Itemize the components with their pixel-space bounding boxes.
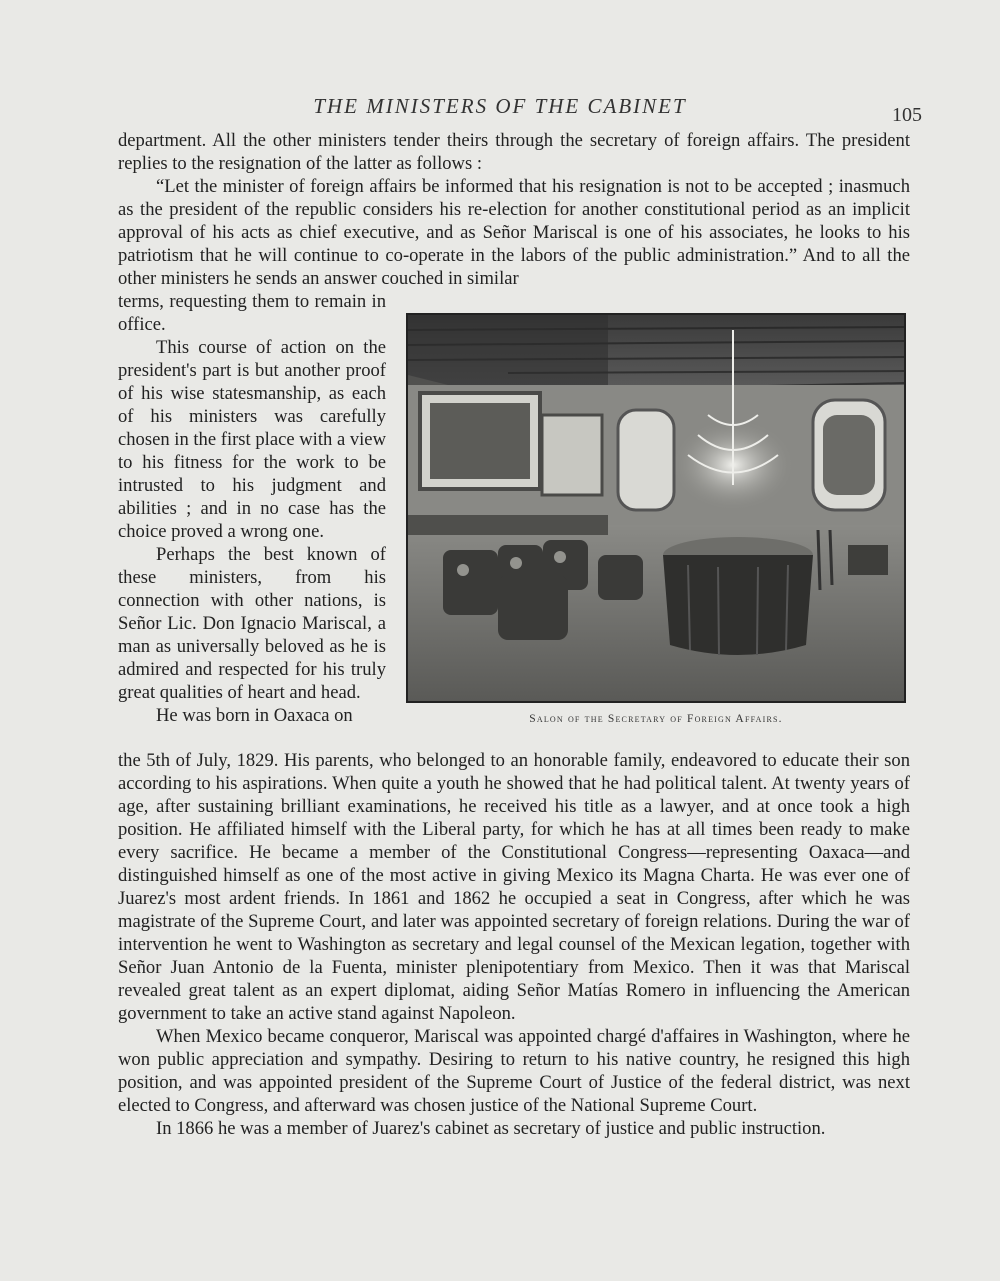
paragraph: When Mexico became conqueror, Mariscal was appointed chargé d'affaires in Washington, where he won public appreciation and sympathy. Desiring to return to his native country, he resigned this high position, and was appointed president of the Supreme Court of Justice of the federal district, was next elected to Congress, and afterward was chosen justice of the National Supreme Court. — [118, 1026, 910, 1116]
paragraph: Perhaps the best known of these ministers, from his connection with other nations, is Señor Lic. Don Ignacio Mariscal, a man as universally beloved as he is admired and respected for his truly great qualities of heart and head. — [118, 544, 386, 703]
paragraph: terms, requesting them to remain in office. — [118, 291, 386, 335]
top-text-block — [118, 129, 910, 290]
figure-caption: Salon of the Secretary of Foreign Affairs. — [529, 713, 783, 725]
salon-figure — [406, 313, 906, 725]
paragraph: department. All the other ministers tender theirs through the secretary of foreign affairs. The president replies to the resignation of the latter as follows : — [118, 130, 910, 174]
salon-photograph — [406, 313, 906, 703]
page-number: 105 — [892, 104, 922, 126]
paragraph: the 5th of July, 1829. His parents, who belonged to an honorable family, endeavored to educate their son according to his aspirations. When quite a youth he showed that he had political talent. At twenty years of age, after sustaining brilliant examinations, he received his title as a lawyer, and at once took a high position. He affiliated himself with the Liberal party, for which he has at all times been ready to make every sacrifice. He became a member of the Constitutional Congress—representing Oaxaca—and distinguished himself as one of the most active in giving Mexico its Magna Charta. He was ever one of Juarez's most ardent friends. In 1861 and 1862 he occupied a seat in Congress, after which he was magistrate of the Supreme Court, and later was appointed secretary of foreign relations. During the war of intervention he went to Washington as secretary and legal counsel of the Mexican legation, together with Señor Juan Antonio de la Fuenta, minister plenipotentiary from Mexico. Then it was that Mariscal revealed great talent as an expert diplomat, aiding Señor Matías Romero in influencing the American government to take an active stand against Napoleon. — [118, 750, 910, 1024]
paragraph: In 1866 he was a member of Juarez's cabinet as secretary of justice and public instruction. — [156, 1118, 826, 1139]
paragraph: He was born in Oaxaca on — [156, 705, 353, 726]
side-text-block — [118, 290, 386, 727]
paragraph-quote: “Let the minister of foreign affairs be informed that his resignation is not to be accepted ; inasmuch as the president of the republic considers his re-election for another constitutional period as an implicit approval of his acts as chief executive, and as Señor Mariscal is one of his associates, he looks to his patriotism that he will continue to co-operate in the labors of the public administration.” And to all the other ministers he sends an answer couched in similar — [118, 176, 910, 289]
running-header: THE MINISTERS OF THE CABINET — [313, 94, 687, 118]
paragraph: This course of action on the president's part is but another proof of his wise statesmanship, as each of his ministers was carefully chosen in the first place with a view to his fitness for the work to be intrusted to his judgment and abilities ; and in no case has the choice proved a wrong one. — [118, 337, 386, 542]
bottom-text-block — [118, 749, 910, 1140]
